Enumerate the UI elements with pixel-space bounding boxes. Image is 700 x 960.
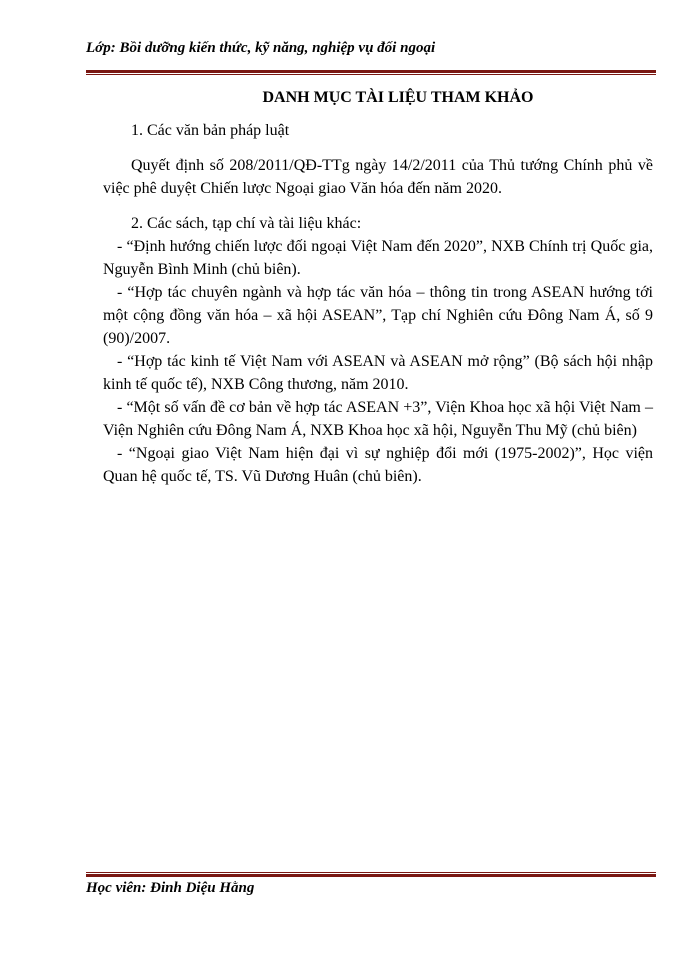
page-footer: Học viên: Đinh Diệu Hằng xyxy=(86,880,255,896)
header-rule xyxy=(86,70,656,75)
footer-rule xyxy=(86,872,656,877)
reference-item-2: - “Hợp tác chuyên ngành và hợp tác văn hóa – thông tin trong ASEAN hướng tới một cộng đồng văn hóa – xã hội ASEAN”, Tạp chí Nghiên cứu Đông Nam Á, số 9 (90)/2007. xyxy=(103,284,653,347)
reference-item-4: - “Một số vấn đề cơ bản về hợp tác ASEAN +3”, Viện Khoa học xã hội Việt Nam – Viện Nghiên cứu Đông Nam Á, NXB Khoa học xã hội, Nguyễn Thu Mỹ (chủ biên) xyxy=(103,399,653,439)
reference-item-3: - “Hợp tác kinh tế Việt Nam với ASEAN và ASEAN mở rộng” (Bộ sách hội nhập kinh tế quốc tế), NXB Công thương, năm 2010. xyxy=(103,353,653,393)
page-header: Lớp: Bồi dưỡng kiến thức, kỹ năng, nghiệp vụ đối ngoại xyxy=(86,40,436,56)
reference-item-1: - “Định hướng chiến lược đối ngoại Việt Nam đến 2020”, NXB Chính trị Quốc gia, Nguyễn Bình Minh (chủ biên). xyxy=(103,238,653,278)
section-1-text: Quyết định số 208/2011/QĐ-TTg ngày 14/2/2011 của Thủ tướng Chính phủ về việc phê duyệt Chiến lược Ngoại giao Văn hóa đến năm 2020. xyxy=(103,157,653,197)
section-2-heading: 2. Các sách, tạp chí và tài liệu khác: xyxy=(131,215,362,232)
section-1-heading: 1. Các văn bản pháp luật xyxy=(131,122,290,139)
document-body xyxy=(103,86,653,488)
document-title: DANH MỤC TÀI LIỆU THAM KHẢO xyxy=(262,89,534,106)
reference-item-5: - “Ngoại giao Việt Nam hiện đại vì sự nghiệp đổi mới (1975-2002)”, Học viện Quan hệ quốc tế, TS. Vũ Dương Huân (chủ biên). xyxy=(103,445,653,485)
